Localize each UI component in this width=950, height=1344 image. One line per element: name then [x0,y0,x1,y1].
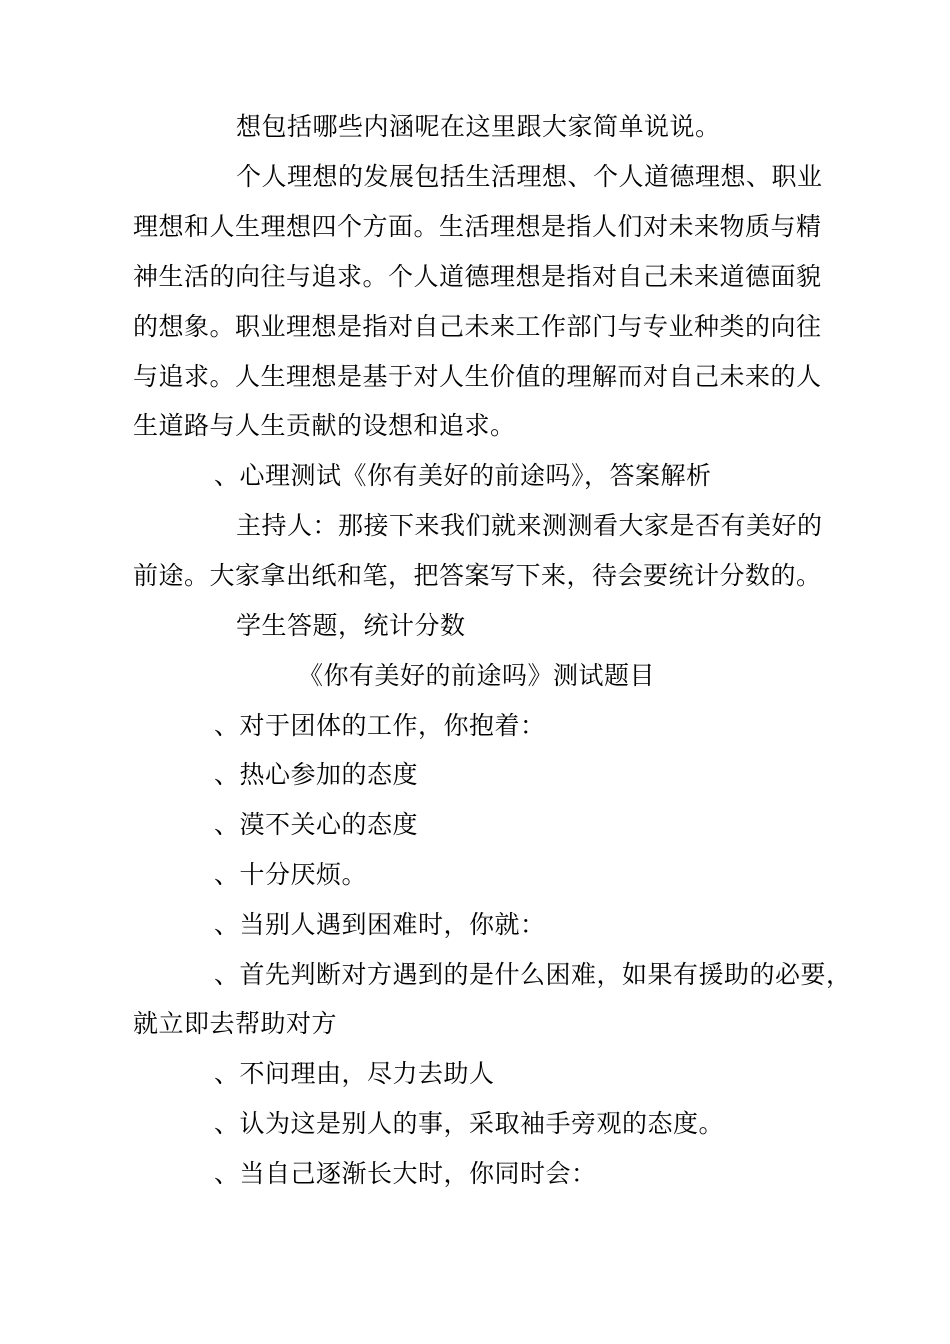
question-line: 、对于团体的工作，你抱着： [214,711,546,740]
test-title: 《你有美好的前途吗》测试题目 [298,661,656,690]
paragraph-line: 的想象。职业理想是指对自己未来工作部门与专业种类的向往 [133,312,822,341]
section-heading: 、心理测试《你有美好的前途吗》，答案解析 [214,461,712,490]
paragraph-line: 学生答题，统计分数 [236,611,466,640]
question-line: 、当别人遇到困难时，你就： [214,910,546,939]
paragraph-line: 想包括哪些内涵呢在这里跟大家简单说说。 [236,112,721,141]
option-line: 、十分厌烦。 [214,860,368,889]
paragraph-line: 个人理想的发展包括生活理想、个人道德理想、职业 [236,162,823,191]
paragraph-line: 神生活的向往与追求。个人道德理想是指对自己未来道德面貌 [133,262,822,291]
option-line: 、漠不关心的态度 [214,810,419,839]
paragraph-line: 生道路与人生贡献的设想和追求。 [133,411,516,440]
paragraph-line: 主持人：那接下来我们就来测测看大家是否有美好的 [236,511,823,540]
paragraph-line: 前途。大家拿出纸和笔，把答案写下来，待会要统计分数的。 [133,561,822,590]
paragraph-line: 理想和人生理想四个方面。生活理想是指人们对未来物质与精 [133,212,822,241]
option-line: 、不问理由，尽力去助人 [214,1059,495,1088]
option-line-continued: 就立即去帮助对方 [133,1009,338,1038]
paragraph-line: 与追求。人生理想是基于对人生价值的理解而对自己未来的人 [133,362,822,391]
option-line: 、认为这是别人的事，采取袖手旁观的态度。 [214,1109,725,1138]
question-line: 、当自己逐渐长大时，你同时会： [214,1159,597,1188]
option-line: 、首先判断对方遇到的是什么困难，如果有援助的必要， [214,960,852,989]
option-line: 、热心参加的态度 [214,760,419,789]
